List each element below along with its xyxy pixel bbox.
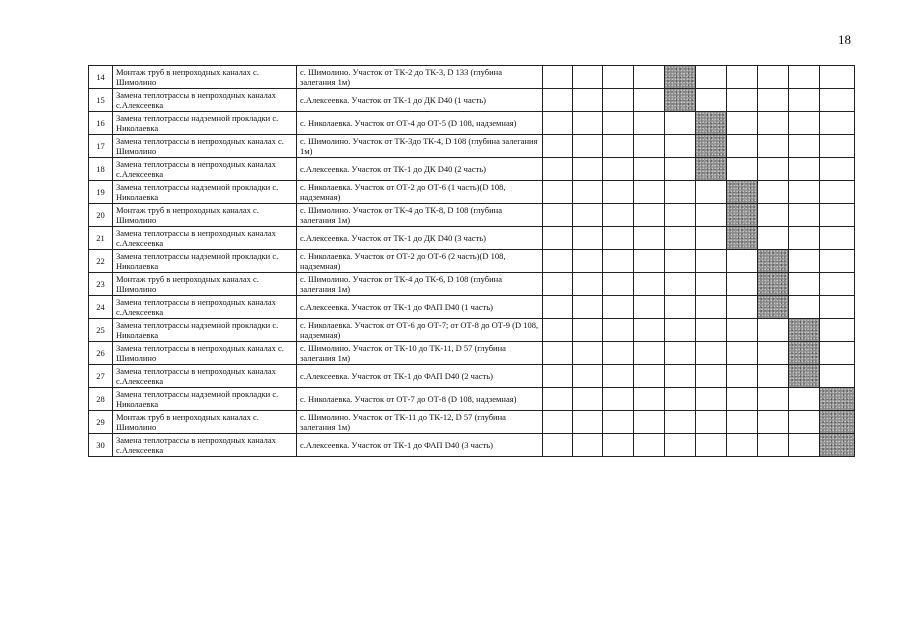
schedule-cell <box>573 319 603 342</box>
schedule-cell <box>634 296 665 319</box>
table-row <box>89 273 855 296</box>
schedule-cell <box>758 319 789 342</box>
work-description: Замена теплотрассы в непроходных каналах с.Алексеевка <box>113 296 297 319</box>
schedule-cell <box>727 434 758 457</box>
schedule-cell-filled <box>696 158 727 181</box>
schedule-cell <box>727 273 758 296</box>
work-description: Замена теплотрассы надземной прокладки с. Николаевка <box>113 181 297 204</box>
schedule-cell <box>543 342 573 365</box>
row-number: 21 <box>89 227 113 250</box>
schedule-cell <box>573 411 603 434</box>
table-row <box>89 66 855 89</box>
schedule-cell <box>543 112 573 135</box>
schedule-cell <box>543 66 573 89</box>
schedule-cell <box>543 250 573 273</box>
schedule-cell <box>603 227 634 250</box>
work-location: с.Алексеевка. Участок от ТК-1 до ДК D40 (3 часть) <box>297 227 543 250</box>
schedule-cell <box>696 273 727 296</box>
row-number: 29 <box>89 411 113 434</box>
schedule-cell <box>543 135 573 158</box>
schedule-cell <box>727 388 758 411</box>
schedule-cell <box>573 158 603 181</box>
schedule-cell <box>727 296 758 319</box>
row-number: 18 <box>89 158 113 181</box>
schedule-cell-filled <box>820 434 855 457</box>
table-row <box>89 434 855 457</box>
schedule-cell <box>665 388 696 411</box>
schedule-cell <box>634 135 665 158</box>
schedule-cell <box>573 388 603 411</box>
schedule-cell <box>634 227 665 250</box>
schedule-cell <box>634 66 665 89</box>
work-location: с. Шимолино. Участок от ТК-10 до ТК-11, D 57 (глубина залегания 1м) <box>297 342 543 365</box>
schedule-cell <box>820 204 855 227</box>
row-number: 14 <box>89 66 113 89</box>
schedule-cell <box>665 319 696 342</box>
table-row <box>89 112 855 135</box>
schedule-cell <box>820 227 855 250</box>
schedule-cell <box>634 89 665 112</box>
schedule-cell-filled <box>727 181 758 204</box>
row-number: 25 <box>89 319 113 342</box>
schedule-cell <box>727 250 758 273</box>
work-location: с.Алексеевка. Участок от ТК-1 до ФАП D40 (2 часть) <box>297 365 543 388</box>
schedule-cell <box>573 434 603 457</box>
schedule-cell-filled <box>789 342 820 365</box>
work-description: Монтаж труб в непроходных каналах с. Шимолино <box>113 204 297 227</box>
schedule-cell <box>665 434 696 457</box>
schedule-cell <box>665 112 696 135</box>
schedule-cell-filled <box>696 112 727 135</box>
schedule-cell <box>665 250 696 273</box>
schedule-cell <box>573 296 603 319</box>
table-row <box>89 319 855 342</box>
schedule-cell-filled <box>758 296 789 319</box>
work-location: с. Шимолино. Участок от ТК-4 до ТК-8, D 108 (глубина залегания 1м) <box>297 204 543 227</box>
work-description: Замена теплотрассы надземной прокладки с. Николаевка <box>113 112 297 135</box>
work-description: Монтаж труб в непроходных каналах с. Шимолино <box>113 411 297 434</box>
table-row <box>89 181 855 204</box>
schedule-cell <box>543 434 573 457</box>
schedule-cell <box>603 112 634 135</box>
schedule-cell <box>634 411 665 434</box>
schedule-cell <box>603 181 634 204</box>
schedule-cell <box>634 158 665 181</box>
row-number: 15 <box>89 89 113 112</box>
schedule-cell <box>634 273 665 296</box>
work-location: с. Николаевка. Участок от ОТ-2 до ОТ-6 (1 часть)(D 108, надземная) <box>297 181 543 204</box>
schedule-cell <box>727 319 758 342</box>
schedule-cell <box>573 89 603 112</box>
schedule-cell <box>634 388 665 411</box>
work-location: с. Шимолино. Участок от ТК-11 до ТК-12, D 57 (глубина залегания 1м) <box>297 411 543 434</box>
schedule-cell <box>758 112 789 135</box>
schedule-cell <box>634 204 665 227</box>
schedule-cell <box>820 158 855 181</box>
page-number: 18 <box>838 32 851 47</box>
table-row <box>89 342 855 365</box>
schedule-cell <box>820 342 855 365</box>
work-description: Монтаж труб в непроходных каналах с. Шимолино <box>113 273 297 296</box>
work-location: с. Николаевка. Участок от ОТ-6 до ОТ-7; от ОТ-8 до ОТ-9 (D 108, надземная) <box>297 319 543 342</box>
schedule-cell-filled <box>789 319 820 342</box>
row-number: 26 <box>89 342 113 365</box>
schedule-cell <box>820 66 855 89</box>
schedule-cell <box>665 273 696 296</box>
schedule-cell <box>820 273 855 296</box>
row-number: 16 <box>89 112 113 135</box>
schedule-cell <box>696 319 727 342</box>
schedule-cell <box>820 181 855 204</box>
schedule-cell <box>696 342 727 365</box>
work-description: Замена теплотрассы в непроходных каналах с. Шимолино <box>113 342 297 365</box>
schedule-cell <box>789 227 820 250</box>
work-location: с. Шимолино. Участок от ТК-3до ТК-4, D 108 (глубина залегания 1м) <box>297 135 543 158</box>
schedule-cell <box>573 66 603 89</box>
work-description: Замена теплотрассы в непроходных каналах с.Алексеевка <box>113 89 297 112</box>
schedule-cell <box>696 388 727 411</box>
schedule-cell <box>696 89 727 112</box>
row-number: 28 <box>89 388 113 411</box>
schedule-cell <box>789 204 820 227</box>
schedule-cell <box>543 319 573 342</box>
schedule-cell <box>758 227 789 250</box>
schedule-cell <box>758 181 789 204</box>
schedule-cell <box>696 204 727 227</box>
schedule-cell <box>573 227 603 250</box>
work-location: с. Николаевка. Участок от ОТ-2 до ОТ-6 (2 часть)(D 108, надземная) <box>297 250 543 273</box>
work-location: с. Шимолино. Участок от ТК-4 до ТК-6, D 108 (глубина залегания 1м) <box>297 273 543 296</box>
schedule-cell <box>573 181 603 204</box>
schedule-cell <box>727 158 758 181</box>
schedule-cell <box>665 135 696 158</box>
work-description: Замена теплотрассы надземной прокладки с. Николаевка <box>113 319 297 342</box>
schedule-cell <box>543 365 573 388</box>
schedule-cell <box>634 112 665 135</box>
schedule-cell <box>603 434 634 457</box>
work-description: Замена теплотрассы в непроходных каналах с.Алексеевка <box>113 227 297 250</box>
schedule-cell <box>758 411 789 434</box>
schedule-cell <box>543 158 573 181</box>
table-row <box>89 135 855 158</box>
schedule-cell <box>820 135 855 158</box>
work-location: с.Алексеевка. Участок от ТК-1 до ФАП D40 (3 часть) <box>297 434 543 457</box>
schedule-cell <box>758 66 789 89</box>
schedule-cell <box>789 411 820 434</box>
schedule-cell <box>543 89 573 112</box>
schedule-cell <box>573 112 603 135</box>
schedule-cell <box>634 181 665 204</box>
schedule-cell-filled <box>820 388 855 411</box>
schedule-cell <box>665 158 696 181</box>
schedule-cell <box>665 342 696 365</box>
schedule-cell <box>603 66 634 89</box>
schedule-cell <box>820 112 855 135</box>
schedule-cell <box>573 204 603 227</box>
schedule-cell-filled <box>789 365 820 388</box>
schedule-cell <box>634 250 665 273</box>
schedule-cell <box>758 365 789 388</box>
schedule-cell-filled <box>665 89 696 112</box>
schedule-cell <box>758 158 789 181</box>
work-description: Монтаж труб в непроходных каналах с. Шимолино <box>113 66 297 89</box>
row-number: 30 <box>89 434 113 457</box>
schedule-cell <box>789 66 820 89</box>
schedule-cell <box>603 296 634 319</box>
schedule-cell <box>665 181 696 204</box>
schedule-cell <box>758 89 789 112</box>
table-row <box>89 204 855 227</box>
schedule-cell <box>543 296 573 319</box>
table-row <box>89 388 855 411</box>
schedule-cell <box>634 319 665 342</box>
schedule-cell <box>820 89 855 112</box>
table-row <box>89 89 855 112</box>
table-row <box>89 411 855 434</box>
schedule-cell <box>665 365 696 388</box>
schedule-cell <box>543 388 573 411</box>
work-description: Замена теплотрассы в непроходных каналах с.Алексеевка <box>113 365 297 388</box>
schedule-cell <box>727 112 758 135</box>
schedule-cell <box>634 434 665 457</box>
table-row <box>89 227 855 250</box>
schedule-cell <box>543 273 573 296</box>
schedule-cell <box>758 388 789 411</box>
schedule-cell <box>820 319 855 342</box>
schedule-cell <box>727 89 758 112</box>
schedule-cell-filled <box>696 135 727 158</box>
schedule-cell <box>820 250 855 273</box>
schedule-cell <box>573 250 603 273</box>
row-number: 27 <box>89 365 113 388</box>
schedule-cell <box>634 365 665 388</box>
schedule-cell <box>665 296 696 319</box>
schedule-cell <box>543 227 573 250</box>
row-number: 17 <box>89 135 113 158</box>
schedule-cell <box>727 365 758 388</box>
schedule-cell <box>603 273 634 296</box>
schedule-cell <box>789 273 820 296</box>
schedule-cell <box>696 365 727 388</box>
row-number: 20 <box>89 204 113 227</box>
schedule-cell <box>634 342 665 365</box>
schedule-cell <box>727 411 758 434</box>
schedule-cell <box>789 388 820 411</box>
schedule-cell <box>665 411 696 434</box>
schedule-cell <box>573 342 603 365</box>
schedule-cell <box>727 66 758 89</box>
schedule-cell <box>758 342 789 365</box>
schedule-cell <box>696 250 727 273</box>
work-description: Замена теплотрассы надземной прокладки с. Николаевка <box>113 388 297 411</box>
schedule-cell <box>603 158 634 181</box>
schedule-cell <box>820 296 855 319</box>
schedule-cell <box>573 135 603 158</box>
table-row <box>89 296 855 319</box>
row-number: 19 <box>89 181 113 204</box>
schedule-cell <box>789 89 820 112</box>
schedule-cell <box>603 411 634 434</box>
schedule-cell <box>727 342 758 365</box>
work-description: Замена теплотрассы надземной прокладки с. Николаевка <box>113 250 297 273</box>
schedule-cell <box>603 388 634 411</box>
schedule-cell <box>820 365 855 388</box>
schedule-cell-filled <box>727 227 758 250</box>
schedule-cell-filled <box>820 411 855 434</box>
schedule-cell <box>696 434 727 457</box>
schedule-cell <box>603 342 634 365</box>
schedule-cell <box>758 135 789 158</box>
schedule-cell <box>543 181 573 204</box>
schedule-cell <box>789 434 820 457</box>
work-schedule-table <box>88 65 855 457</box>
work-location: с. Николаевка. Участок от ОТ-4 до ОТ-5 (D 108, надземная) <box>297 112 543 135</box>
schedule-cell <box>603 204 634 227</box>
schedule-cell <box>603 365 634 388</box>
table-row <box>89 250 855 273</box>
work-description: Замена теплотрассы в непроходных каналах с.Алексеевка <box>113 158 297 181</box>
work-location: с.Алексеевка. Участок от ТК-1 до ДК D40 (1 часть) <box>297 89 543 112</box>
work-description: Замена теплотрассы в непроходных каналах с. Шимолино <box>113 135 297 158</box>
schedule-cell <box>696 227 727 250</box>
work-description: Замена теплотрассы в непроходных каналах с.Алексеевка <box>113 434 297 457</box>
schedule-cell <box>789 112 820 135</box>
schedule-cell <box>789 296 820 319</box>
schedule-cell <box>665 227 696 250</box>
schedule-cell <box>603 89 634 112</box>
schedule-cell <box>543 411 573 434</box>
schedule-cell <box>758 434 789 457</box>
work-location: с. Шимолино. Участок от ТК-2 до ТК-3, D 133 (глубина залегания 1м) <box>297 66 543 89</box>
row-number: 22 <box>89 250 113 273</box>
schedule-cell-filled <box>727 204 758 227</box>
schedule-cell <box>789 250 820 273</box>
work-location: с.Алексеевка. Участок от ТК-1 до ДК D40 (2 часть) <box>297 158 543 181</box>
schedule-cell <box>789 181 820 204</box>
schedule-cell <box>573 365 603 388</box>
schedule-cell <box>603 319 634 342</box>
schedule-cell-filled <box>758 250 789 273</box>
schedule-cell <box>603 250 634 273</box>
schedule-cell <box>573 273 603 296</box>
schedule-cell <box>758 204 789 227</box>
schedule-cell <box>543 204 573 227</box>
table-row <box>89 365 855 388</box>
work-location: с.Алексеевка. Участок от ТК-1 до ФАП D40 (1 часть) <box>297 296 543 319</box>
schedule-cell <box>696 296 727 319</box>
schedule-cell <box>727 135 758 158</box>
schedule-cell <box>789 135 820 158</box>
schedule-cell-filled <box>758 273 789 296</box>
schedule-cell <box>696 66 727 89</box>
schedule-cell <box>789 158 820 181</box>
schedule-cell <box>696 181 727 204</box>
work-location: с. Николаевка. Участок от ОТ-7 до ОТ-8 (D 108, надземная) <box>297 388 543 411</box>
schedule-cell <box>696 411 727 434</box>
row-number: 23 <box>89 273 113 296</box>
schedule-cell-filled <box>665 66 696 89</box>
schedule-cell <box>665 204 696 227</box>
schedule-cell <box>603 135 634 158</box>
table-row <box>89 158 855 181</box>
row-number: 24 <box>89 296 113 319</box>
